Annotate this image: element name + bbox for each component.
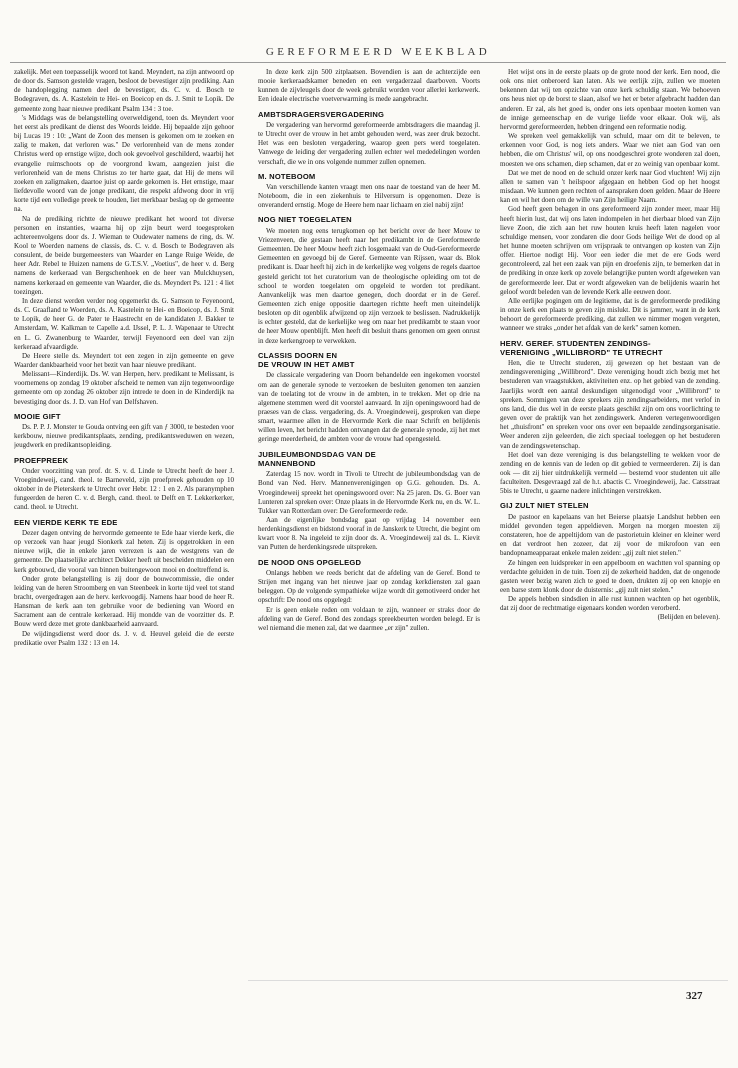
article-paragraph: Ze hingen een luidspreker in een appelboom en wachtten vol spanning op verdachte geluiden in de tuin. Toen zij de zekerheid hadden, dat de ongenode gasten weer bezig waren zich te goed te doen, drukten zij op een knopje en een barse stem klonk door de duisternis: „gij zult niet stelen." (500, 558, 720, 595)
article-paragraph: Onder grote belangstelling is zij door de bouwcommissie, die onder leiding van de heren Stroomberg en van Steenbeek in korte tijd veel tot stand bracht, overgedragen aan de herv. kerkvoogdij. Namens haar bood de heer R. Hansman de kerk aan ten gebruike voor de bediening van Woord en Sacrament aan de centrale kerkeraad. Hij mondde van de voorzitter ds. P. Bouw werd deze met grote dankbaarheid aanvaard. (14, 574, 234, 629)
article-paragraph: Er is geen enkele reden om voldaan te zijn, wanneer er straks door de afdeling van de Geref. Bond des zondags spreekbeurten worden belegd. Er is wel niemand die menen zal, dat we daarmee „er zijn" zullen. (258, 605, 480, 632)
section-heading: M. NOTEBOOM (258, 171, 316, 181)
page-number: 327 (686, 990, 703, 1002)
section-heading: DE NOOD ONS OPGELEGD (258, 557, 362, 567)
article-paragraph: De pastoor en kapelaans van het Beierse plaatsje Landshut hebben een middel gevonden tegen appeldieven. Morgen na morgen moesten zij constateren, hoe de appeltijdom van de pastorietuin kleiner en kleiner werd en dat verdroot hen zozeer, dat zij voor de mikrofoon van een bandopnameapparaat enkele malen zeiden: „gij zult niet stelen." (500, 512, 720, 558)
article-paragraph: Na de prediking richtte de nieuwe predikant het woord tot diverse personen en instanties, waarna hij op zijn beurt werd toegesproken achtereenvolgens door ds. J. Wieman te Oudewater namens de ring, ds. W. Kool te Woerden namens de classis, ds. C. v. d. Bosch te Bodegraven als consulent, de beide burgemeesters van Waarder en Lange Ruige Weide, de heer Adr. Rebel te Huizen namens de G.T.S.V. „Voetius", de heer v. d. Berg namens de kerkeraad van Bergschenhoek en de heer van Mulckhuysen, namens kerkeraad en gemeente van Waarder, die ds. Meyndert Ps. 121 : 4 liet toezingen. (14, 214, 234, 296)
header-rule (10, 62, 726, 63)
section-heading: JUBILEUMBONDSDAG VAN DE MANNENBOND (258, 449, 376, 468)
page-fold-line (248, 980, 728, 981)
article-paragraph: We moeten nog eens terugkomen op het bericht over de heer Mouw te Vriezenveen, die gestaan heeft naar het predikambt in de Gereformeerde Gemeenten. De heer Mouw heeft zich losgemaakt van de Oud-Gereformeerde Gemeenten en gevoegd bij de Geref. Gemeente van Rijssen, waar ds. Blok predikant is. Daar heeft hij zich in de kerkelijke weg volgens de regels daartoe gesteld gericht tot het curatorium van de theologische opleiding om tot de school te worden toegelaten om opgeleid te worden tot predikant. Aanvankelijk was men daartoe genegen, doch doordat er in de Geref. Gemeenten zich enige oppositie daartegen richtte heeft men uiteindelijk besloten op dit ogenblik afwijzend op zijn verzoek te beslissen. Nadrukkelijk is echter gesteld, dat de kerkelijke weg om naar het predikambt te staan voor de heer Mouw openblijft. Men heeft dit besluit thans genomen om geen onrust in deze kerkengroep te verwekken. (258, 226, 480, 345)
article-paragraph: Het wijst ons in de eerste plaats op de grote nood der kerk. Een nood, die ook ons niet onberoerd kan laten. Als we eerlijk zijn, zullen we moeten bekennen dat wij ten opzichte van onze kerk schuldig staan. We behoeven ons heus niet op de borst te slaan, alsof we het er beter afgebracht hadden dan anderen. Er zal, als het goed is, onder ons iets openbaar moeten komen van de innige gemeenschap en de vurige liefde voor elkaar. Ook wij, als hervormd gereformeerden, hebben dringend een reformatie nodig. (500, 68, 720, 131)
article-paragraph: Ds. P. P. J. Monster te Gouda ontving een gift van ƒ 3000, te besteden voor kerkbouw, nieuwe predikantsplaats, zending, predikantsweduwen en wezen, jeugdwerk en predikantsopleiding. (14, 423, 234, 450)
article-paragraph: zakelijk. Met een toepasselijk woord tot kand. Meyndert, na zijn antwoord op de door ds. Samson gestelde vragen, besloot de bevestiger zijn prediking. Aan de handoplegging namen deel de bevestiger, ds. C. v. d. Bosch te Bodegraven, ds. A. Kastelein te Hei- en Boeicop en ds. J. Smit te Lopik. De gemeente zong haar nieuwe predikant Psalm 134 : 3 toe. (14, 68, 234, 113)
section-heading: NOG NIET TOEGELATEN (258, 215, 352, 225)
article-paragraph: Aan de eigenlijke bondsdag gaat op vrijdag 14 november een herdenkingsdienst en bidstond vooraf in de Janskerk te Utrecht, die begint om kwart voor 8. Na ingeleid te zijn door ds. A. Vroegindeweij zal ds. L. Kievit van Putten de herdenkingsrede uitspreken. (258, 516, 480, 552)
column-3 (500, 68, 720, 968)
section-heading: GIJ ZULT NIET STELEN (500, 501, 589, 511)
article-paragraph: We spreken veel gemakkelijk van schuld, maar om dit te beleven, te erkennen voor God, is nog iets anders. Waar we niet aan God van oen hebben, die om Christus' wil, op ons noodgeschrei grote wonderen zal doen, moesten we ons schamen, diep schamen, dat er zo weinig van openbaar komt. (500, 132, 720, 168)
column-2 (258, 68, 480, 968)
section-heading: MOOIE GIFT (14, 411, 61, 421)
article-paragraph: De wijdingsdienst werd door ds. J. v. d. Heuvel geleid die de eerste predikatie over Psalm 132 : 13 en 14. (14, 629, 234, 647)
article-paragraph: Dat we met de nood en de schuld onzer kerk naar God vluchten! Wij zijn allen te samen van 't heilspoor afgegaan en hebben God op het hoogst misdaan. We kunnen geen rechten of aanspraken doen gelden. Maar de Heere kan en wil het doen om de wille van Zijn heilige Naam. (500, 168, 720, 205)
article-paragraph: De Heere stelle ds. Meyndert tot een zegen in zijn gemeente en geve Waarder dankbaarheid voor het bezit van haar nieuwe predikant. (14, 351, 234, 369)
article-paragraph: Het doel van deze vereniging is dus belangstelling te wekken voor de zending en de kennis van de leden op dit gebied te vermeerderen. Zij is dan ook — dit zij hier uitdrukkelijk vermeld — bestemd voor studenten uit alle faculteiten. Desgevraagd zal de h.t. abactis C. Vroegindeweij, Jac. Catsstraat 5bis te Utrecht, u gaarne nadere inlichtingen verstrekken. (500, 450, 720, 496)
section-heading: CLASSIS DOORN EN DE VROUW IN HET AMBT (258, 350, 355, 370)
article-paragraph: God heeft geen behagen in ons gereformeerd zijn zonder meer, maar Hij heeft hierin lust, dat wij ons laten indompelen in het dierbaar bloed van Zijn lieve Zoon, die zich aan het ruw houten kruis heeft laten nagelen voor schuldige mensen, voor zondaren die door Gods heilige Wet de dood op al het hunne moeten schrijven om vrijspraak te ontvangen op kosten van Zijn offer. Hiertoe nodigt Hij. Voor een ieder die met de ere Gods werd gecontroleerd, zal het een zaak van pijn en droefenis zijn, te bemerken dat in de prediking in onze kerk op zovele belangrijke punten wordt afgeweken van de gereformeerde leer. Dat er wordt afgeweken van de belijdenis waarin het geloof wordt beleden van de levende Kerk alle eeuwen door. (500, 205, 720, 296)
section-heading: AMBTSDRAGERSVERGADERING (258, 109, 385, 119)
source-attribution: (Belijden en beleven). (657, 613, 720, 622)
article-paragraph: 's Middags was de belangstelling overweldigend, toen ds. Meyndert voor het eerst als predikant de dienst des Woords leidde. Hij bepaalde zijn gehoor bij Lucas 19 : 10: „Want de Zoon des mensen is gekomen om te zoeken en zalig te maken, dat verloren was." De verlorenheid van de mens zonder Christus werd op ernstige wijze, doch ook gevoelvol geschilderd, waarbij het evangelie ruimschoots op de voorgrond kwam, aangezien juist die verlorenheid van de mens Christus zo ter harte gaat, dat Hij de mens wil zoeken en zaligmaken, daartoe juist op aarde gekomen is. Het ernstige, maar liefdevolle woord van de jonge predikant, die respekt afdwong door in vrij korte tijd een volledige preek te houden, liet merkbaar beslag op de gemeente na. (14, 113, 234, 214)
article-paragraph: Hen, die te Utrecht studeren, zij gewezen op het bestaan van de zendingsvereniging „Willibrord". Deze vereniging houdt zich bezig met het bestuderen van vraagstukken, aktiviteiten enz. op het gebied van de zending. Jaarlijks wordt een aantal deskundigen uitgenodigd voor „Willibrord" te spreken. Sommigen van deze sprekers zijn zendingsarbeiders, met verlof in ons land, die dus wel in de eerste plaats geschikt zijn om ons voorlichting te geven over de praktijk van het zendingswerk. Anderen vertegenwoordigen het „thuisfront" en spreken voor ons over een bepaalde zendingsorganisatie. Weer anderen zijn geleerden, die zich speciaal toeleggen op het bestuderen van de zendingswetenschap. (500, 359, 720, 450)
section-heading: PROEFPREEK (14, 455, 69, 465)
article-paragraph: De classicale vergadering van Doorn behandelde een ingekomen voorstel om aan de generale synode te verzoeken de besluiten genomen ten aanzien van de toelating tot de vrouw in de ambten, in te trekken. Met op drie na algemene stemmen werd dit voorstel aanvaard. In zijn openingswoord had de praeses van de class. vergadering, ds. A. Vroegindeweij, gesproken van diepe smart, waarmee allen in de Hervormde Kerk die naar Schrift en belijdenis willen leven, het bericht hadden ontvangen dat de generale synode, zij het met geringe meerderheid, de ambten voor de vrouw had opengesteld. (258, 371, 480, 444)
article-paragraph: In deze dienst werden verder nog opgemerkt ds. G. Samson te Feyenoord, ds. C. Graafland te Woerden, ds. A. Kastelein te Hei- en Boeicop, ds. J. Smit te Lopik, de heer G. de Pater te Haastrecht en de kandidaten J. Bakker te Amsterdam, W. Kalkman te Capelle a.d. IJssel, P. L. J. Wapenaar te Utrecht en L. G. Zwanenburg te Waarder, terwijl Feyenoord een deel van zijn kerkeraad afvaardigde. (14, 296, 234, 351)
section-heading: EEN VIERDE KERK TE EDE (14, 517, 118, 527)
masthead-title: GEREFORMEERD WEEKBLAD (265, 46, 491, 58)
article-paragraph: Melissant—Kinderdijk. Ds. W. van Herpen, herv. predikant te Melissant, is voornemens op zondag 19 oktober afscheid te nemen van zijn tegenwoordige gemeente om op zondag 26 oktober zijn intrede te doen in de Kinderdijk na bevestiging door ds. J. D. van Hof van Delfshaven. (14, 370, 234, 406)
column-1 (14, 68, 234, 968)
article-paragraph: Van verschillende kanten vraagt men ons naar de toestand van de heer M. Noteboom, die in een ziekenhuis te Hilversum is opgenomen. Deze is onveranderd ernstig. Moge de Heere hem naar lichaam en ziel nabij zijn! (258, 183, 480, 210)
section-heading: HERV. GEREF. STUDENTEN ZENDINGS- VERENIGING „WILLIBRORD" TE UTRECHT (500, 338, 663, 357)
article-paragraph: Zaterdag 15 nov. wordt in Tivoli te Utrecht de jubileumbondsdag van de Bond van Ned. Herv. Mannenverenigingen op G.G. gehouden. Ds. A. Vroegindeweij spreekt het openingswoord over: Na 25 jaren. Ds. G. Boer van Lunteren zal spreken over: Onze plaats in de Hervormde Kerk nu, en ds. W. L. Tukker van Rotterdam over: De Gereformeerde rede. (258, 470, 480, 515)
article-paragraph: Alle eerlijke pogingen om de legitieme, dat is de gereformeerde prediking in onze kerk een plaats te geven zijn mislukt. Dit is jammer, want in de kerk behoort de gereformeerde prediking, dat zullen we nimmer mogen vergeten, wanneer we straks „onder het afdak van de kerk" samen komen. (500, 296, 720, 333)
article-paragraph: In deze kerk zijn 500 zitplaatsen. Bovendien is aan de achterzijde een mooie kerkeraadskamer beneden en een vergaderzaal daarboven. Voorts kunnen de zijvleugels door de week gebruikt worden voor allerlei kerkewerk. Een ideale electrische voetverwarming is mede aangebracht. (258, 68, 480, 104)
article-paragraph: De appels hebben sindsdien in alle rust kunnen wachten op het ogenblik, dat zij door de rechtmatige eigenaars konden worden verorberd. (500, 595, 720, 613)
article-paragraph: Onlangs hebben we reeds bericht dat de afdeling van de Geref. Bond te Strijen met ingang van het nieuwe jaar op zondag kerkdiensten zal gaan beleggen. Op de volgende sympathieke wijze wordt dit gemotiveerd onder het opschrift: De nood ons opgelegd: (258, 568, 480, 605)
article-paragraph: Dezer dagen ontving de hervormde gemeente te Ede haar vierde kerk, die op verzoek van haar jeugd Sionkerk zal heten. Zij is opgetrokken in een nieuwe wijk, die in enkele jaren verrezen is aan de westgrens van de gemeente. De plaatselijke architect Dekker heeft uit bescheiden middelen een kerk gebouwd, die vooral van binnen buitengewoon mooi en doeltreffend is. (14, 528, 234, 574)
article-paragraph: De vergadering van hervormd gereformeerde ambtsdragers die maandag jl. te Utrecht over de vrouw in het ambt gehouden werd, was zeer druk bezocht. Het was een besloten vergadering, waarop geen pers werd toegelaten. Vanwege de leiding der vergadering zullen echter wel mededelingen worden verschaft, die we in ons volgende nummer zullen opnemen. (258, 120, 480, 166)
article-paragraph: Onder voorzitting van prof. dr. S. v. d. Linde te Utrecht heeft de heer J. Vroegindeweij, cand. theol. te Barneveld, zijn proefpreek gehouden op 10 oktober in de Pieterskerk te Utrecht over Hebr. 12 : 1 en 2. Als paranymphen fungeerden de heren C. v. d. Bergh, cand. theol. te Delft en T. Lekkerkerker, cand. theol. te Utrecht. (14, 466, 234, 512)
